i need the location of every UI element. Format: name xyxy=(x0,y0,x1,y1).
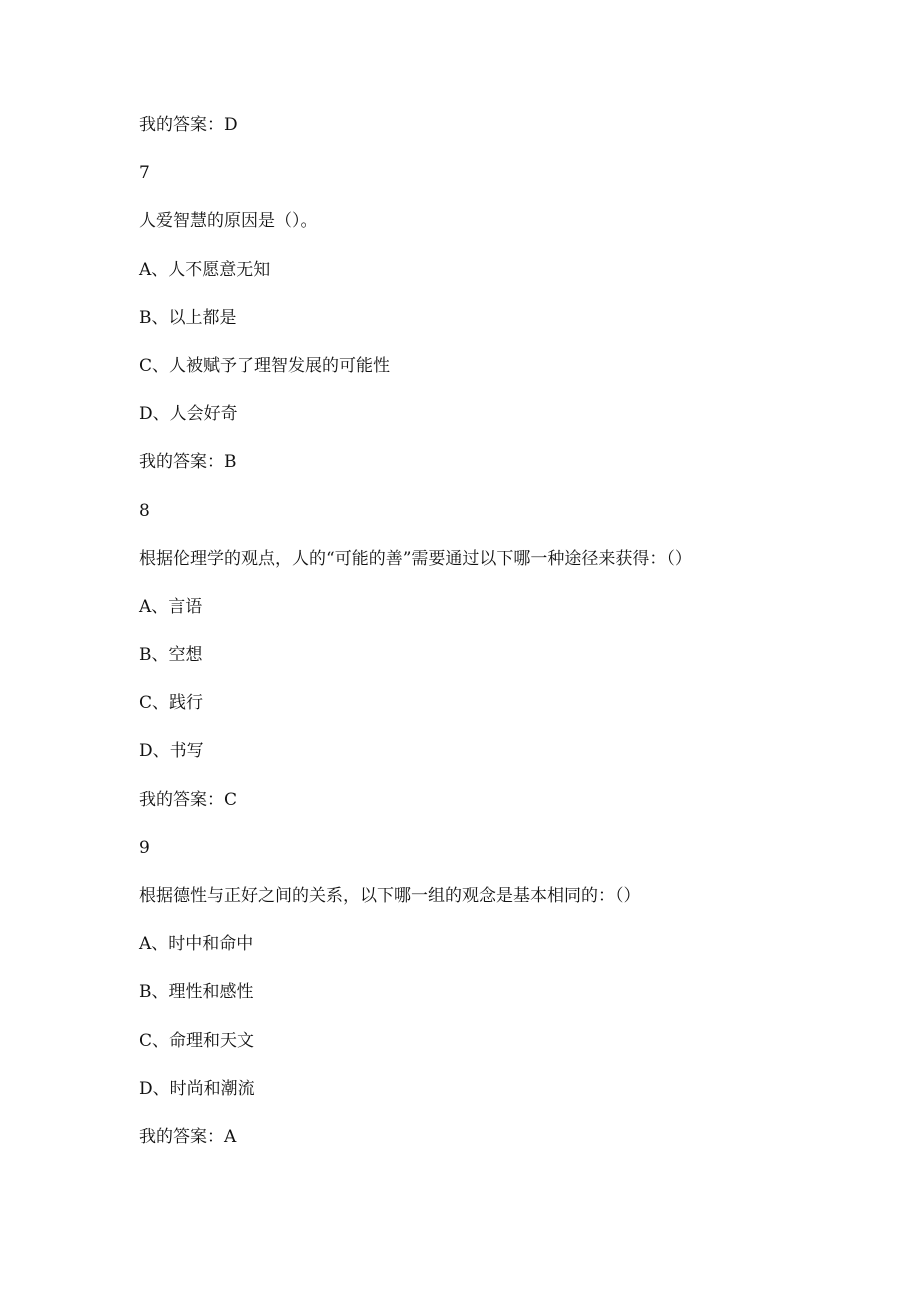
option-b: B、理性和感性 xyxy=(139,982,254,1003)
document-page xyxy=(139,111,839,1171)
answer-label: 我的答案： xyxy=(139,789,224,810)
question-number: 8 xyxy=(139,500,150,521)
option-c: C、命理和天文 xyxy=(139,1030,255,1051)
answer-value: D xyxy=(224,115,238,135)
option-b: B、以上都是 xyxy=(139,307,237,328)
option-a: A、时中和命中 xyxy=(139,934,254,955)
option-b: B、空想 xyxy=(139,645,203,666)
question-number: 9 xyxy=(139,837,150,858)
question-text: 根据伦理学的观点，人的“可能的善”需要通过以下哪一种途径来获得：（） xyxy=(139,548,692,569)
option-a: A、人不愿意无知 xyxy=(139,259,271,280)
option-d: D、书写 xyxy=(139,741,204,762)
question-number: 7 xyxy=(139,163,150,184)
answer-value: B xyxy=(224,452,237,473)
answer-label: 我的答案： xyxy=(139,452,224,473)
option-c: C、践行 xyxy=(139,693,204,714)
my-answer xyxy=(139,1123,839,1171)
my-answer xyxy=(139,786,839,834)
my-answer xyxy=(139,448,839,496)
option-d: D、时尚和潮流 xyxy=(139,1078,255,1099)
answer-value: A xyxy=(224,1126,237,1147)
answer-label: 我的答案： xyxy=(139,1126,224,1147)
question-text: 人爱智慧的原因是（）。 xyxy=(139,211,318,232)
option-a: A、言语 xyxy=(139,596,203,617)
question-text: 根据德性与正好之间的关系，以下哪一组的观念是基本相同的：（） xyxy=(139,886,641,906)
option-d: D、人会好奇 xyxy=(139,404,238,425)
answer-value: C xyxy=(224,789,238,810)
answer-label: 我的答案： xyxy=(139,115,224,135)
previous-answer xyxy=(139,111,839,159)
option-c: C、人被赋予了理智发展的可能性 xyxy=(139,355,391,376)
